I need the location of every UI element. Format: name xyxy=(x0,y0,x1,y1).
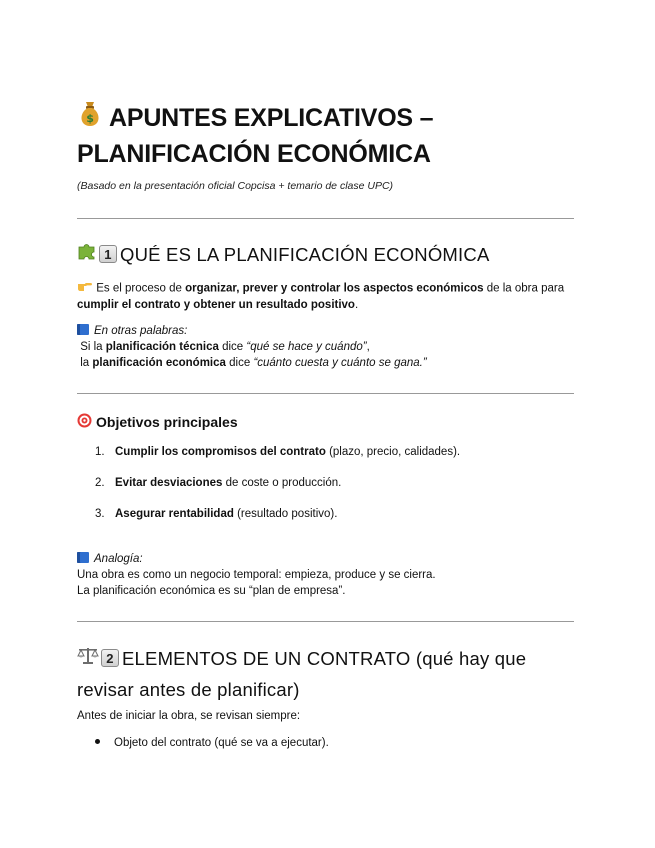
list-item: 2. Evitar desviaciones de coste o producción. xyxy=(95,477,342,489)
pointing-hand-icon xyxy=(77,280,93,297)
money-bag-icon xyxy=(77,99,103,136)
section-2-intro: Antes de iniciar la obra, se revisan siempre: xyxy=(77,710,301,722)
bullet-icon xyxy=(95,739,100,744)
section-1-heading: 1 QUÉ ES LA PLANIFICACIÓN ECONÓMICA xyxy=(77,240,489,271)
keycap-number: 2 xyxy=(101,649,119,667)
divider xyxy=(77,393,574,394)
section-1-intro: Es el proceso de organizar, prever y controlar los aspectos económicos de la obra para cumplir el contrato y obtener un resultado positivo. xyxy=(77,280,577,313)
blue-book-icon xyxy=(77,324,89,335)
balance-scale-icon xyxy=(77,644,99,673)
svg-text:$: $ xyxy=(86,112,94,125)
list-item: 1. Cumplir los compromisos del contrato (plazo, precio, calidades). xyxy=(95,446,461,458)
section-2-heading: 2 ELEMENTOS DE UN CONTRATO (qué hay que revisar antes de planificar) xyxy=(77,644,577,704)
keycap-number: 1 xyxy=(99,245,117,263)
puzzle-piece-icon xyxy=(77,240,97,269)
divider xyxy=(77,621,574,622)
blue-book-icon xyxy=(77,552,89,563)
analogy-note: Analogía: Una obra es como un negocio temporal: empieza, produce y se cierra. La planificación económica es su “plan de empresa”. xyxy=(77,553,436,597)
document-title: $ APUNTES EXPLICATIVOS – PLANIFICACIÓN ECONÓMICA xyxy=(77,101,597,171)
list-item: 3. Asegurar rentabilidad (resultado positivo). xyxy=(95,508,338,520)
list-item: Objeto del contrato (qué se va a ejecutar). xyxy=(95,737,329,749)
section-1-note: En otras palabras: Si la planificación técnica dice “qué se hace y cuándo”, la planificación económica dice “cuánto cuesta y cuánto se gana.” xyxy=(77,323,577,371)
target-icon xyxy=(77,413,92,431)
document-subtitle: (Basado en la presentación oficial Copcisa + temario de clase UPC) xyxy=(77,180,394,192)
objectives-heading: Objetivos principales xyxy=(77,414,238,432)
divider xyxy=(77,218,574,219)
